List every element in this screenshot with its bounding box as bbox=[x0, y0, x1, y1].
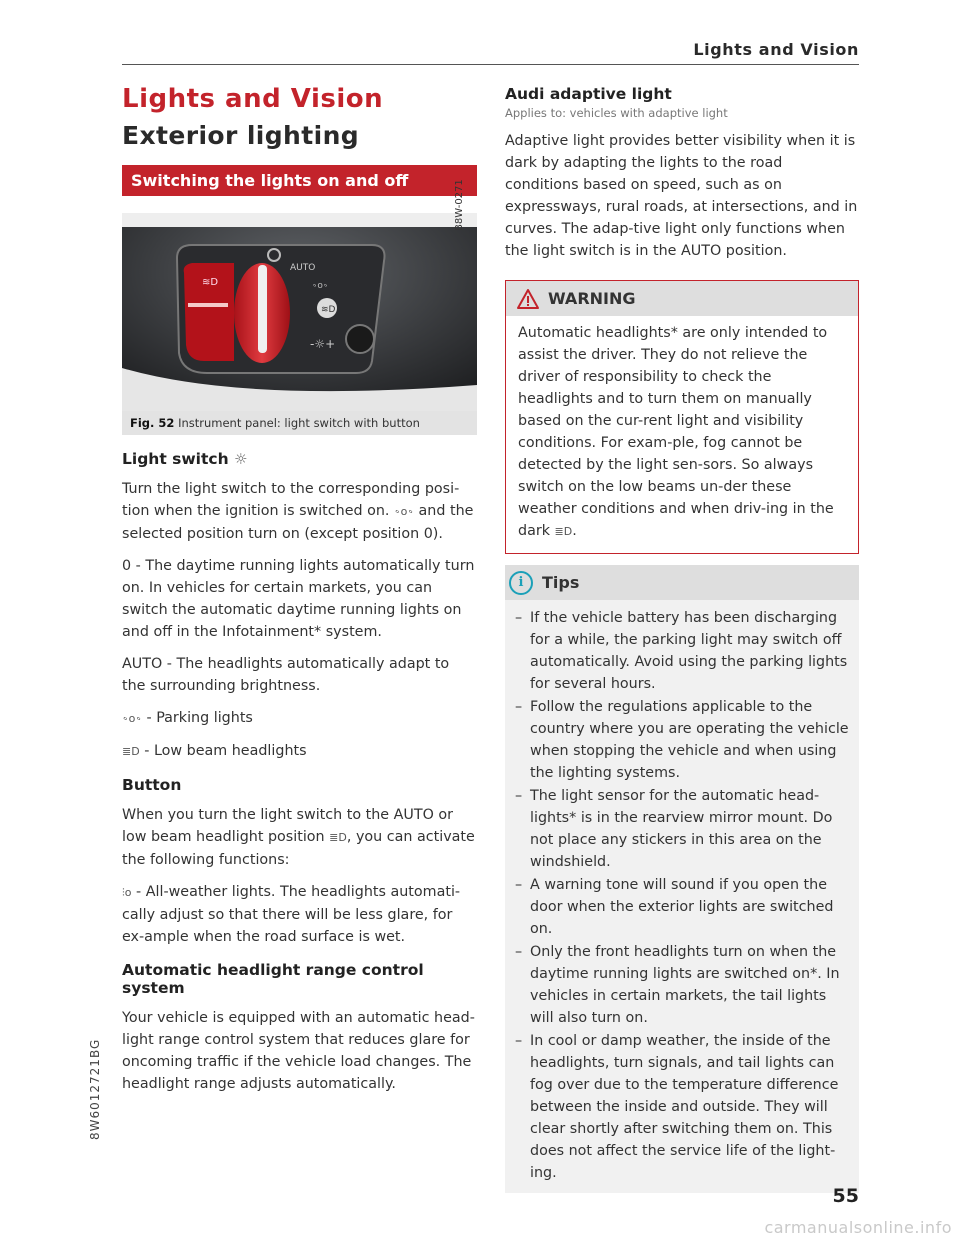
figure-label: Fig. 52 bbox=[130, 416, 175, 430]
tips-header bbox=[505, 565, 859, 600]
svg-text:≋D: ≋D bbox=[321, 305, 336, 315]
list-item: – Only the front headlights turn on when the daytime running lights are switched on*. In vehicles in certain markets, the tail lights will also turn on. bbox=[515, 941, 849, 1029]
position-0-text: 0 - The daytime running lights automatically turn on. In vehicles for certain markets, you can switch the automatic daytime running lights on and off in the Infotainment* system. bbox=[122, 558, 475, 640]
svg-text:≋D: ≋D bbox=[202, 277, 219, 288]
tips-title: Tips bbox=[542, 573, 580, 592]
light-switch-intro: Turn the light switch to the corresponding posi-tion when the ignition is switched on. ꠶o꠶ and the selected position turn on (except position 0). bbox=[122, 481, 474, 542]
low-beam-icon: ≣D bbox=[554, 525, 573, 538]
parking-lights-item: ꠶o꠶ - Parking lights bbox=[122, 710, 253, 726]
auto-label: AUTO bbox=[290, 263, 316, 273]
light-switch-heading: Light switch ☼ bbox=[122, 450, 248, 468]
sun-icon: ☼ bbox=[234, 450, 248, 468]
auto-position-text: AUTO - The headlights automatically adapt to the surrounding brightness. bbox=[122, 656, 450, 694]
warning-body bbox=[506, 316, 858, 553]
svg-text:꠶o꠶: ꠶o꠶ bbox=[312, 281, 329, 291]
parking-light-icon: ꠶o꠶ bbox=[122, 712, 142, 725]
all-weather-item: ⫶o - All-weather lights. The headlights automati-cally adjust so that there will be less glare, for ex-ample when the road surface is wet. bbox=[122, 884, 461, 945]
low-beam-icon: ≣D bbox=[329, 831, 347, 844]
figure-caption-text: Instrument panel: light switch with button bbox=[178, 416, 420, 430]
adaptive-light-heading: Audi adaptive light bbox=[505, 85, 672, 103]
document-code: 8W6012721BG bbox=[88, 1038, 102, 1140]
list-item: – A warning tone will sound if you open the door when the exterior lights are switched on. bbox=[515, 874, 849, 940]
all-weather-light-icon: ⫶o bbox=[122, 886, 132, 899]
right-column bbox=[505, 82, 859, 1193]
warning-triangle-icon bbox=[516, 288, 540, 310]
list-item: – The light sensor for the automatic head-lights* is in the rearview mirror mount. Do not place any stickers in this area on the windshield. bbox=[515, 785, 849, 873]
applies-to: Applies to: vehicles with adaptive light bbox=[505, 106, 728, 120]
page-number: 55 bbox=[832, 1185, 859, 1207]
list-item: – In cool or damp weather, the inside of the headlights, turn signals, and tail lights can fog over due to the temperature difference between the inside and outside. They will clear shortly after switching them on. This does not affect the service life of the light-ing. bbox=[515, 1030, 849, 1184]
list-item: – If the vehicle battery has been discharging for a while, the parking light may switch off automatically. Avoid using the parking lights for several hours. bbox=[515, 607, 849, 695]
header-rule bbox=[122, 64, 859, 65]
parking-light-icon: ꠶o꠶ bbox=[394, 505, 414, 518]
svg-text:-☼+: -☼+ bbox=[310, 337, 336, 351]
adaptive-light-text: Adaptive light provides better visibility when it is dark by adapting the lights to the road conditions based on speed, such as on expressways, rural roads, at intersections, and in curves. The adap-tive light only functions when the light switch is in the AUTO position. bbox=[505, 133, 858, 259]
warning-title: WARNING bbox=[548, 289, 636, 308]
range-control-text: Your vehicle is equipped with an automatic head-light range control system that reduces glare for oncoming traffic if the vehicle load changes. The headlight range adjusts automatically. bbox=[122, 1010, 475, 1092]
warning-header bbox=[506, 281, 858, 316]
running-head: Lights and Vision bbox=[693, 40, 859, 59]
tips-box bbox=[505, 565, 859, 1193]
left-column bbox=[122, 82, 477, 1095]
button-heading: Button bbox=[122, 776, 182, 794]
button-text: When you turn the light switch to the AUTO or low beam headlight position ≣D, you can activate the following functions: bbox=[122, 807, 475, 868]
section-title: Exterior lighting bbox=[122, 121, 360, 150]
watermark: carmanualsonline.info bbox=[764, 1218, 952, 1237]
info-icon: i bbox=[509, 571, 533, 595]
warning-text: Automatic headlights* are only intended to assist the driver. They do not relieve the driver of responsibility to check the headlights and to turn them on manually based on the cur-rent light and visibility conditions. For exam-ple, fog cannot be detected by the light sen-sors. So always switch on the low beams un-der these weather conditions and when driv-ing in the dark ≣D. bbox=[518, 325, 834, 539]
low-beam-icon: ≣D bbox=[122, 745, 140, 758]
range-control-heading: Automatic headlight range control system bbox=[122, 961, 424, 997]
figure-caption bbox=[122, 411, 477, 435]
list-item: – Follow the regulations applicable to the country where you are operating the vehicle when stopping the vehicle and when using the lighting systems. bbox=[515, 696, 849, 784]
low-beam-item: ≣D - Low beam headlights bbox=[122, 743, 307, 759]
figure-code: B8W-0271 bbox=[454, 179, 465, 231]
tips-list bbox=[505, 600, 859, 1193]
section-band: Switching the lights on and off bbox=[122, 165, 477, 196]
warning-box bbox=[505, 280, 859, 554]
chapter-title: Lights and Vision bbox=[122, 84, 384, 114]
